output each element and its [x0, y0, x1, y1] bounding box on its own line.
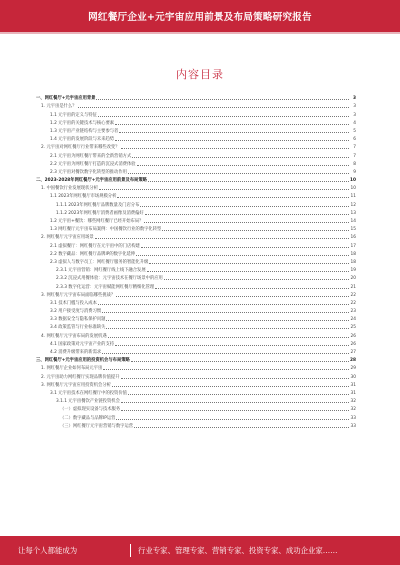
toc-entry-page: 13	[350, 210, 356, 216]
toc-entry[interactable]	[36, 118, 356, 126]
toc-entry[interactable]	[36, 257, 356, 265]
toc-leader-dots	[116, 419, 349, 420]
toc-entry-page: 7	[353, 153, 356, 159]
toc-entry-title: （三）网红餐厅元宇宙营销与数字运营	[60, 423, 134, 429]
report-footer	[0, 536, 400, 565]
toc-entry-title: 3.3 数据安全与隐私保护问题	[50, 317, 106, 323]
toc-entry-page: 31	[350, 390, 356, 396]
toc-entry-title: 1.4 元宇宙的发展阶段与未来趋势	[50, 137, 115, 143]
toc-entry-page: 33	[350, 423, 356, 429]
toc-entry-title: 2. 元宇宙对网红餐厅行业带来哪些改变？	[41, 145, 120, 151]
toc-entry-title: 3. 网红餐厅元宇宙应用投资机会分析	[41, 382, 111, 388]
toc-leader-dots	[149, 263, 349, 264]
toc-entry-page: 6	[353, 137, 356, 143]
toc-entry[interactable]	[36, 314, 356, 322]
toc-entry[interactable]	[36, 380, 356, 388]
report-header	[0, 0, 400, 32]
toc-entry[interactable]	[36, 208, 356, 216]
toc-entry-title: （二）数字藏品与品牌IP运营	[60, 415, 116, 421]
toc-entry-title: 1.2 元宇宙的关键技术与核心要素	[50, 120, 115, 126]
toc-entry-title: 3.1 技术门槛与投入成本	[50, 300, 97, 306]
toc-leader-dots	[117, 197, 349, 198]
toc-entry-title: （一）虚拟现实设备与技术服务	[60, 407, 121, 413]
toc-entry-title: 1.1 元宇宙的定义与特征	[50, 112, 97, 118]
toc-entry-page: 19	[350, 268, 356, 274]
toc-entry[interactable]	[36, 175, 356, 183]
toc-entry[interactable]	[36, 404, 356, 412]
toc-entry-title: 3.2 用户接受度与消费习惯	[50, 309, 102, 315]
toc-entry-title: 1. 网红餐厅企业如何布局元宇宙	[41, 366, 103, 372]
toc-entry-page: 30	[350, 374, 356, 380]
header-divider	[0, 32, 400, 34]
toc-entry-title: 三、网红餐厅+元宇宙应用的投资机会与布局策略	[36, 358, 130, 364]
toc-entry-page: 26	[350, 333, 356, 339]
toc-leader-dots	[106, 328, 349, 329]
toc-entry-page: 15	[350, 227, 356, 233]
toc-entry[interactable]	[36, 93, 356, 101]
toc-leader-dots	[98, 304, 349, 305]
toc-entry-title: 1.1.1 2023年网红餐厅品牌数量及门店分布	[56, 202, 140, 208]
toc-entry-page: 29	[350, 366, 356, 372]
toc-entry[interactable]	[36, 290, 356, 298]
toc-entry[interactable]	[36, 249, 356, 257]
toc-entry-page: 23	[350, 309, 356, 315]
toc-entry[interactable]	[36, 150, 356, 158]
toc-entry[interactable]	[36, 109, 356, 117]
toc-entry-page: 12	[350, 202, 356, 208]
toc-entry-title: 2.1 元宇宙为网红餐厅带来的全新营销方式	[50, 153, 132, 159]
toc-entry[interactable]	[36, 281, 356, 289]
toc-leader-dots	[162, 230, 349, 231]
toc-entry[interactable]	[36, 339, 356, 347]
toc-entry-title: 2.3.1 元宇宙营销：网红餐厅线上线下融合发展	[56, 268, 146, 274]
toc-entry-title: 2. 元宇宙助力网红餐厅实现品牌价值提升	[41, 374, 120, 380]
toc-entry-page: 32	[350, 407, 356, 413]
toc-leader-dots	[98, 116, 349, 117]
toc-entry[interactable]	[36, 101, 356, 109]
toc-leader-dots	[141, 247, 349, 248]
report-title: 网红餐厅企业+元宇宙应用前景及布局策略研究报告	[88, 12, 312, 23]
toc-entry[interactable]	[36, 396, 356, 404]
toc-entry-page: 20	[350, 276, 356, 282]
toc-entry[interactable]	[36, 126, 356, 134]
toc-entry-page: 28	[350, 358, 356, 364]
toc-leader-dots	[121, 148, 349, 149]
toc-entry[interactable]	[36, 240, 356, 248]
toc-entry-title: 4.2 消费升级带来的新需求	[50, 350, 102, 355]
toc-leader-dots	[140, 206, 349, 207]
toc-entry[interactable]	[36, 142, 356, 150]
toc-entry-page: 10	[350, 186, 356, 192]
toc-entry-page: 10	[350, 178, 356, 184]
toc-leader-dots	[144, 222, 349, 223]
toc-entry[interactable]	[36, 322, 356, 330]
toc-entry[interactable]	[36, 232, 356, 240]
toc-entry[interactable]	[36, 355, 356, 363]
toc-entry-title: 一、网红餐厅+元宇宙应用背景	[36, 96, 96, 102]
toc-entry-title: 2.3 虚拟人与数字员工：网红餐厅服务的智能化升级	[50, 259, 149, 265]
toc-leader-dots	[102, 353, 349, 354]
toc-entry-title: 1.1 2023年网红餐厅市场规模分析	[50, 194, 117, 200]
table-of-contents	[36, 93, 356, 429]
toc-entry-title: 2. 网红餐厅元宇宙应用场景	[41, 235, 94, 241]
toc-leader-dots	[106, 320, 349, 321]
toc-entry-title: 2.1 虚拟餐厅：网红餐厅在元宇宙中的门店构建	[50, 243, 140, 249]
toc-leader-dots	[99, 189, 349, 190]
toc-entry[interactable]	[36, 298, 356, 306]
toc-leader-dots	[121, 402, 349, 403]
toc-entry-title: 2.3.2 沉浸式用餐体验：元宇宙技术在餐厅场景中的应用	[56, 276, 163, 282]
toc-entry[interactable]	[36, 330, 356, 338]
toc-entry-page: 31	[350, 382, 356, 388]
toc-leader-dots	[132, 157, 349, 158]
toc-leader-dots	[78, 107, 349, 108]
toc-leader-dots	[147, 271, 349, 272]
toc-entry-title: 2.2 元宇宙为网红餐厅打造的沉浸式消费体验	[50, 161, 136, 167]
toc-entry-title: 3.1 元宇宙技术在网红餐厅中的投资价值	[50, 390, 127, 396]
toc-entry-title: 3.1.1 元宇宙餐饮产业链投资机会	[56, 399, 120, 405]
toc-entry-title: 2.3 元宇宙对餐饮数字化转型的推动作用	[50, 169, 127, 175]
toc-leader-dots	[121, 378, 349, 379]
toc-entry[interactable]	[36, 167, 356, 175]
toc-leader-dots	[116, 296, 349, 297]
toc-entry-title: 1.3 网红餐厅元宇宙布局案例：中国餐饮行业的数字化转型	[50, 227, 162, 233]
toc-leader-dots	[145, 214, 349, 215]
toc-entry-page: 17	[350, 243, 356, 249]
toc-entry-page: 9	[353, 169, 356, 175]
toc-leader-dots	[108, 337, 349, 338]
toc-entry-title: 二、2023-2028年网红餐厅+元宇宙应用前景及布局策略	[36, 178, 147, 184]
toc-entry-page: 32	[350, 399, 356, 405]
toc-entry-page: 22	[350, 300, 356, 306]
toc-entry-page: 4	[353, 120, 356, 126]
toc-leader-dots	[115, 140, 349, 141]
toc-entry[interactable]	[36, 388, 356, 396]
toc-entry-title: 1.3 元宇宙产业链结构与主要参与者	[50, 128, 119, 134]
toc-leader-dots	[164, 279, 349, 280]
toc-entry-title: 3. 网红餐厅元宇宙布局面临哪些挑战？	[41, 292, 116, 298]
toc-leader-dots	[115, 345, 349, 346]
toc-entry-title: 1. 中国餐饮行业发展现状分析	[41, 186, 99, 192]
toc-entry-page: 24	[350, 317, 356, 323]
toc-entry-page: 16	[350, 235, 356, 241]
toc-entry-page: 14	[350, 219, 356, 224]
toc-entry-title: 2.2 数字藏品：网红餐厅品牌IP的数字化延伸	[50, 251, 136, 257]
toc-leader-dots	[119, 132, 349, 133]
toc-entry[interactable]	[36, 412, 356, 420]
toc-entry-title: 3.4 政策监管与行业标准缺失	[50, 325, 106, 331]
toc-entry-title: 1.2 元宇宙+餐饮：哪些网红餐厅已经开始布局？	[50, 219, 144, 224]
footer-slogan: 让每个人都能成为	[18, 546, 78, 555]
toc-entry[interactable]	[36, 306, 356, 314]
toc-entry[interactable]	[36, 347, 356, 355]
toc-entry[interactable]	[36, 134, 356, 142]
toc-entry-title: 4.1 国家政策对元宇宙产业的支持	[50, 341, 115, 347]
toc-leader-dots	[103, 369, 349, 370]
toc-entry[interactable]	[36, 421, 356, 429]
toc-entry-page: 3	[353, 104, 356, 110]
toc-entry-page: 27	[350, 350, 356, 355]
toc-leader-dots	[128, 173, 349, 174]
toc-entry-page: 22	[350, 292, 356, 298]
toc-entry-page: 25	[350, 325, 356, 331]
toc-leader-dots	[95, 238, 349, 239]
toc-leader-dots	[137, 165, 349, 166]
toc-entry-page: 3	[353, 96, 356, 102]
toc-leader-dots	[134, 427, 349, 428]
toc-leader-dots	[136, 255, 349, 256]
toc-leader-dots	[96, 99, 349, 100]
toc-entry-page: 8	[353, 161, 356, 167]
toc-entry[interactable]	[36, 183, 356, 191]
toc-leader-dots	[155, 288, 349, 289]
toc-entry-page: 3	[353, 112, 356, 118]
toc-leader-dots	[115, 124, 349, 125]
toc-entry-page: 21	[350, 284, 356, 290]
toc-entry-title: 2.3.3 数字化运营：元宇宙赋能网红餐厅精细化管理	[56, 284, 155, 290]
toc-entry-page: 7	[353, 145, 356, 151]
toc-entry-title: 1.1.2 2023年网红餐厅消费者画像及消费偏好	[56, 210, 144, 216]
toc-entry[interactable]	[36, 224, 356, 232]
toc-leader-dots	[148, 181, 349, 182]
toc-entry-page: 18	[350, 251, 356, 257]
toc-leader-dots	[102, 312, 349, 313]
toc-leader-dots	[131, 361, 349, 362]
toc-leader-dots	[121, 410, 349, 411]
footer-divider	[130, 544, 131, 557]
toc-leader-dots	[128, 394, 349, 395]
toc-entry[interactable]	[36, 265, 356, 273]
toc-entry-page: 33	[350, 415, 356, 421]
toc-heading: 内容目录	[176, 68, 224, 81]
toc-entry-page: 18	[350, 259, 356, 265]
toc-entry-page: 11	[350, 194, 356, 200]
toc-entry-title: 4. 网红餐厅元宇宙布局的发展机遇	[41, 333, 107, 339]
toc-entry-page: 26	[350, 341, 356, 347]
toc-entry-page: 5	[353, 128, 356, 134]
toc-entry[interactable]	[36, 159, 356, 167]
toc-entry[interactable]	[36, 363, 356, 371]
toc-entry[interactable]	[36, 216, 356, 224]
toc-entry[interactable]	[36, 191, 356, 199]
toc-entry[interactable]	[36, 273, 356, 281]
toc-entry[interactable]	[36, 199, 356, 207]
toc-leader-dots	[112, 386, 349, 387]
footer-roles: 行业专家、管理专家、营销专家、投资专家、成功企业家……	[138, 546, 338, 555]
toc-entry-title: 1. 元宇宙是什么？	[41, 104, 77, 110]
toc-entry[interactable]	[36, 371, 356, 379]
